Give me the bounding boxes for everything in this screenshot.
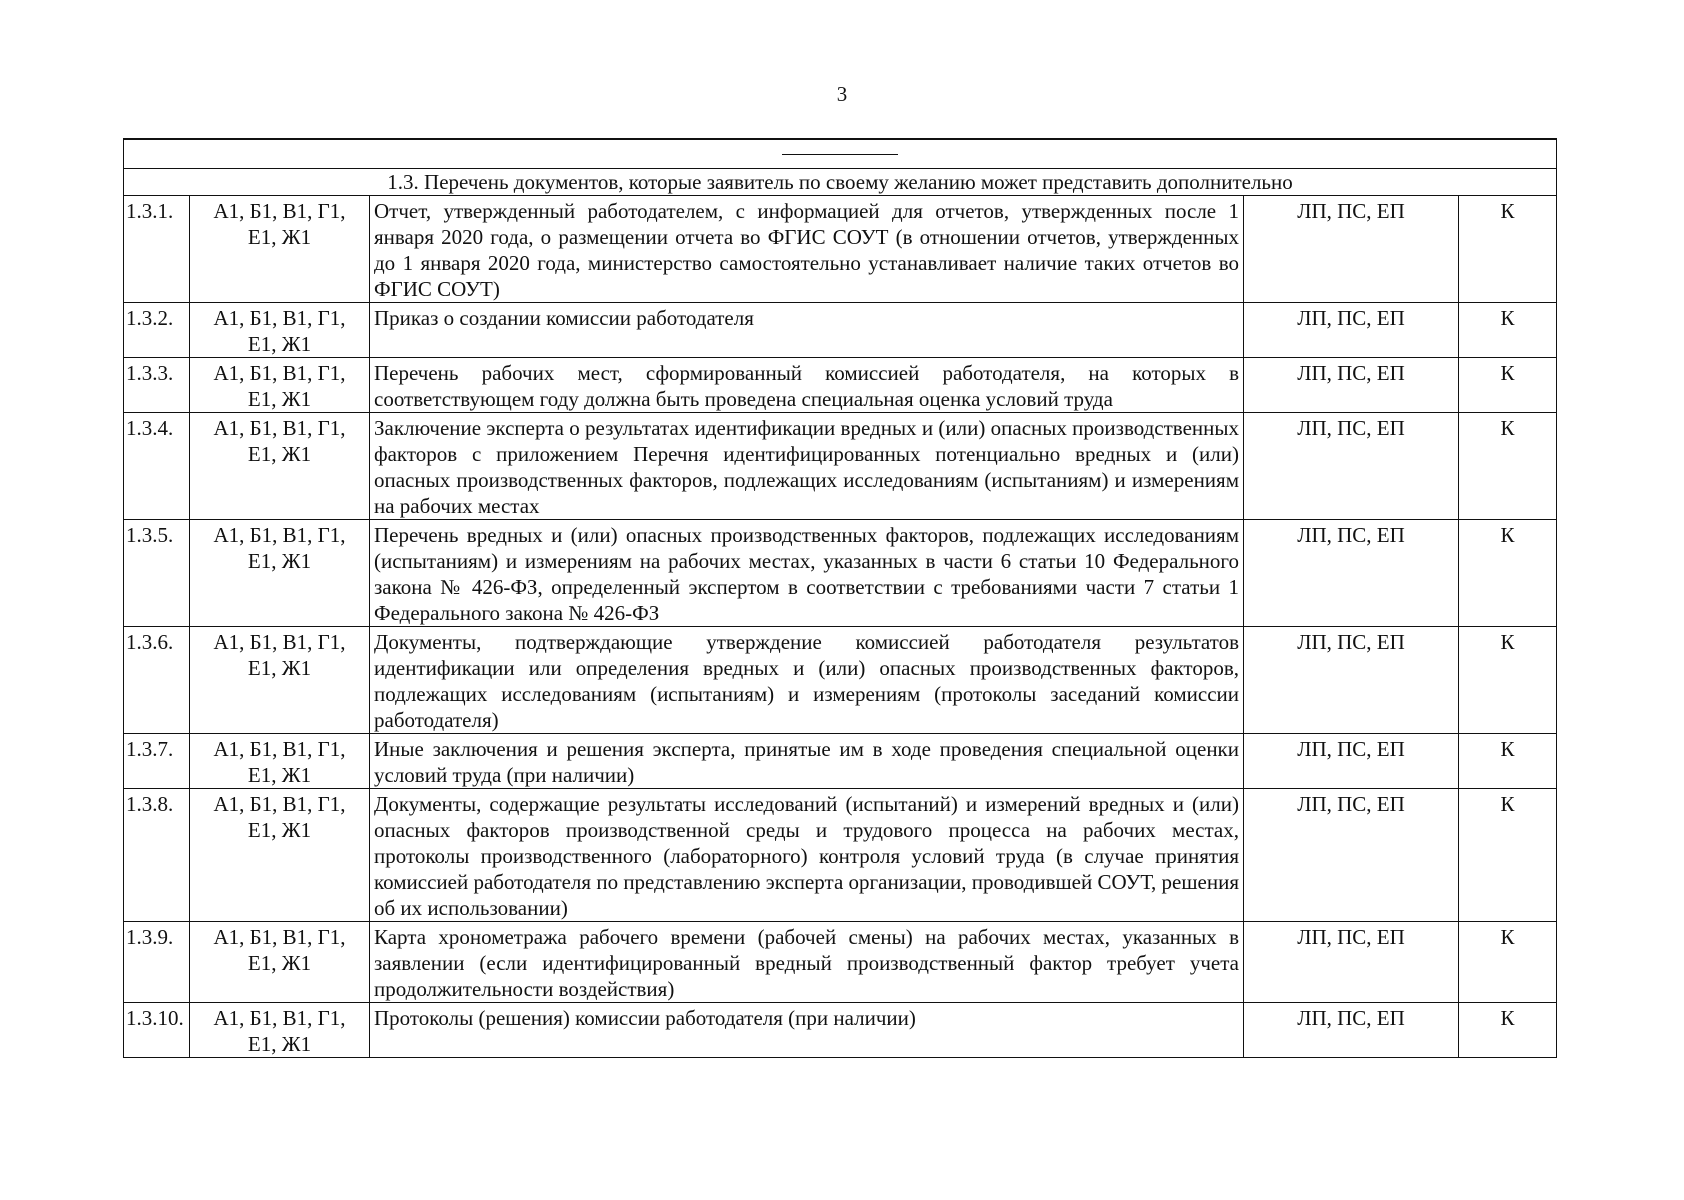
applicant-categories	[190, 789, 370, 922]
document-description: Перечень рабочих мест, сформированный комиссией работодателя, на которых в соответствующем году должна быть проведена специальная оценка условий труда	[370, 358, 1244, 413]
table-row	[124, 789, 1557, 922]
document-type-code: К	[1459, 734, 1557, 789]
row-number: 1.3.8.	[124, 789, 190, 922]
categories-line-2: Е1, Ж1	[247, 1032, 312, 1056]
categories-line-1: А1, Б1, В1, Г1,	[213, 792, 346, 816]
categories-line-2: Е1, Ж1	[247, 442, 312, 466]
document-type-code: К	[1459, 520, 1557, 627]
documents-table-body	[124, 139, 1557, 1058]
applicant-categories	[190, 520, 370, 627]
applicant-categories	[190, 303, 370, 358]
categories-line-2: Е1, Ж1	[247, 387, 312, 411]
applicant-categories	[190, 627, 370, 734]
submission-format: ЛП, ПС, ЕП	[1244, 789, 1459, 922]
document-description: Документы, содержащие результаты исследований (испытаний) и измерений вредных и (или) опасных факторов производственной среды и трудового процесса на рабочих местах, протоколы производственного (лабораторного) контроля условий труда (в случае принятия комиссией работодателя по представлению эксперта организации, проводившей СОУТ, решения об их использовании)	[370, 789, 1244, 922]
document-description: Приказ о создании комиссии работодателя	[370, 303, 1244, 358]
row-number: 1.3.2.	[124, 303, 190, 358]
continuation-cell	[124, 139, 1557, 169]
applicant-categories	[190, 358, 370, 413]
categories-line-2: Е1, Ж1	[247, 225, 312, 249]
row-number: 1.3.3.	[124, 358, 190, 413]
row-number: 1.3.7.	[124, 734, 190, 789]
categories-line-2: Е1, Ж1	[247, 763, 312, 787]
submission-format: ЛП, ПС, ЕП	[1244, 303, 1459, 358]
categories-line-1: А1, Б1, В1, Г1,	[213, 416, 346, 440]
continuation-dash	[782, 154, 898, 155]
document-description: Отчет, утвержденный работодателем, с информацией для отчетов, утвержденных после 1 января 2020 года, о размещении отчета во ФГИС СОУТ (в отношении отчетов, утвержденных до 1 января 2020 года, министерство самостоятельно устанавливает наличие таких отчетов во ФГИС СОУТ)	[370, 196, 1244, 303]
document-description: Протоколы (решения) комиссии работодателя (при наличии)	[370, 1003, 1244, 1058]
applicant-categories	[190, 196, 370, 303]
document-type-code: К	[1459, 789, 1557, 922]
document-description: Заключение эксперта о результатах идентификации вредных и (или) опасных производственных факторов с приложением Перечня идентифицированных потенциально вредных и (или) опасных производственных факторов, подлежащих исследованиям (испытаниям) и измерениям на рабочих местах	[370, 413, 1244, 520]
categories-line-2: Е1, Ж1	[247, 549, 312, 573]
row-number: 1.3.6.	[124, 627, 190, 734]
table-row	[124, 1003, 1557, 1058]
document-description: Карта хронометража рабочего времени (рабочей смены) на рабочих местах, указанных в заявлении (если идентифицированный вредный производственный фактор требует учета продолжительности воздействия)	[370, 922, 1244, 1003]
applicant-categories	[190, 734, 370, 789]
categories-line-1: А1, Б1, В1, Г1,	[213, 1006, 346, 1030]
document-type-code: К	[1459, 922, 1557, 1003]
documents-table	[123, 138, 1557, 1058]
row-number: 1.3.4.	[124, 413, 190, 520]
table-row	[124, 196, 1557, 303]
submission-format: ЛП, ПС, ЕП	[1244, 1003, 1459, 1058]
document-type-code: К	[1459, 196, 1557, 303]
table-row	[124, 627, 1557, 734]
categories-line-1: А1, Б1, В1, Г1,	[213, 199, 346, 223]
applicant-categories	[190, 1003, 370, 1058]
categories-line-2: Е1, Ж1	[247, 332, 312, 356]
row-number: 1.3.1.	[124, 196, 190, 303]
submission-format: ЛП, ПС, ЕП	[1244, 196, 1459, 303]
document-type-code: К	[1459, 358, 1557, 413]
submission-format: ЛП, ПС, ЕП	[1244, 627, 1459, 734]
table-row	[124, 922, 1557, 1003]
submission-format: ЛП, ПС, ЕП	[1244, 734, 1459, 789]
submission-format: ЛП, ПС, ЕП	[1244, 520, 1459, 627]
categories-line-1: А1, Б1, В1, Г1,	[213, 925, 346, 949]
row-number: 1.3.5.	[124, 520, 190, 627]
submission-format: ЛП, ПС, ЕП	[1244, 922, 1459, 1003]
categories-line-2: Е1, Ж1	[247, 656, 312, 680]
section-title: 1.3. Перечень документов, которые заявитель по своему желанию может представить дополнительно	[124, 169, 1557, 196]
document-type-code: К	[1459, 303, 1557, 358]
document-type-code: К	[1459, 413, 1557, 520]
categories-line-1: А1, Б1, В1, Г1,	[213, 523, 346, 547]
submission-format: ЛП, ПС, ЕП	[1244, 413, 1459, 520]
applicant-categories	[190, 413, 370, 520]
table-row	[124, 413, 1557, 520]
document-type-code: К	[1459, 1003, 1557, 1058]
table-row	[124, 358, 1557, 413]
table-row	[124, 734, 1557, 789]
section-header-row	[124, 169, 1557, 196]
row-number: 1.3.9.	[124, 922, 190, 1003]
categories-line-1: А1, Б1, В1, Г1,	[213, 306, 346, 330]
row-number: 1.3.10.	[124, 1003, 190, 1058]
document-description: Перечень вредных и (или) опасных производственных факторов, подлежащих исследованиям (испытаниям) и измерениям на рабочих местах, указанных в части 6 статьи 10 Федерального закона № 426-ФЗ, определенный экспертом в соответствии с требованиями части 7 статьи 1 Федерального закона № 426-ФЗ	[370, 520, 1244, 627]
applicant-categories	[190, 922, 370, 1003]
page-number: 3	[836, 82, 848, 106]
submission-format: ЛП, ПС, ЕП	[1244, 358, 1459, 413]
categories-line-1: А1, Б1, В1, Г1,	[213, 737, 346, 761]
continuation-row	[124, 139, 1557, 169]
categories-line-1: А1, Б1, В1, Г1,	[213, 630, 346, 654]
table-row	[124, 303, 1557, 358]
document-description: Иные заключения и решения эксперта, принятые им в ходе проведения специальной оценки условий труда (при наличии)	[370, 734, 1244, 789]
categories-line-2: Е1, Ж1	[247, 951, 312, 975]
document-description: Документы, подтверждающие утверждение комиссией работодателя результатов идентификации или определения вредных и (или) опасных производственных факторов, подлежащих исследованиям (испытаниям) и измерениям (протоколы заседаний комиссии работодателя)	[370, 627, 1244, 734]
table-row	[124, 520, 1557, 627]
categories-line-1: А1, Б1, В1, Г1,	[213, 361, 346, 385]
categories-line-2: Е1, Ж1	[247, 818, 312, 842]
document-type-code: К	[1459, 627, 1557, 734]
